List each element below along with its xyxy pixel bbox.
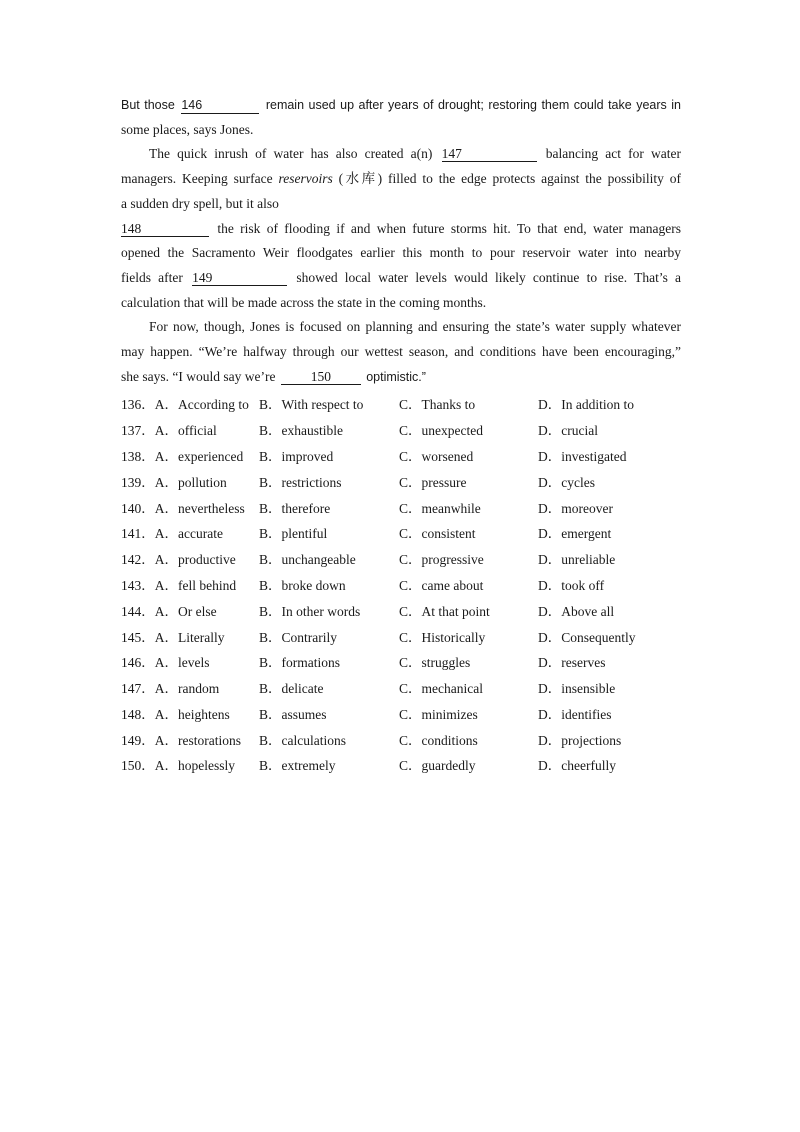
passage-line bbox=[121, 142, 681, 167]
option-b: B．In other words bbox=[259, 603, 361, 619]
option-a: 144．A．Or else bbox=[121, 603, 217, 619]
italic-term: reservoirs bbox=[278, 171, 333, 187]
option-b: B．Contrarily bbox=[259, 629, 337, 645]
option-c: C．guardedly bbox=[399, 758, 476, 774]
blank-148: 148 bbox=[121, 221, 209, 237]
option-b: B．With respect to bbox=[259, 397, 364, 413]
passage-line: some places, says Jones. bbox=[121, 121, 254, 137]
question-row bbox=[121, 416, 681, 442]
option-b: B．delicate bbox=[259, 681, 324, 697]
option-d: D．crucial bbox=[538, 423, 598, 439]
option-a: 136．A．According to bbox=[121, 397, 249, 413]
option-d: D．moreover bbox=[538, 500, 613, 516]
question-row bbox=[121, 752, 681, 778]
option-d: D．Above all bbox=[538, 603, 615, 619]
option-a: 145．A．Literally bbox=[121, 629, 225, 645]
option-a: 143．A．fell behind bbox=[121, 577, 237, 593]
option-d: D．emergent bbox=[538, 526, 612, 542]
question-row bbox=[121, 390, 681, 416]
option-c: C．meanwhile bbox=[399, 500, 481, 516]
option-b: B．calculations bbox=[259, 732, 346, 748]
blank-150: 150 bbox=[281, 369, 361, 385]
options-table bbox=[121, 390, 681, 777]
option-c: C．struggles bbox=[399, 655, 471, 671]
question-row bbox=[121, 623, 681, 649]
option-c: C．unexpected bbox=[399, 423, 483, 439]
option-a: 150．A．hopelessly bbox=[121, 758, 235, 774]
text: But those bbox=[121, 98, 175, 112]
option-c: C．Thanks to bbox=[399, 397, 476, 413]
option-d: D．unreliable bbox=[538, 552, 616, 568]
option-a: 140．A．nevertheless bbox=[121, 500, 245, 516]
option-a: 149．A．restorations bbox=[121, 732, 241, 748]
option-d: D．In addition to bbox=[538, 397, 634, 413]
option-c: C．worsened bbox=[399, 448, 474, 464]
option-d: D．cycles bbox=[538, 474, 595, 490]
option-b: B．extremely bbox=[259, 758, 336, 774]
option-b: B．plentiful bbox=[259, 526, 328, 542]
question-row bbox=[121, 726, 681, 752]
blank-146: 146 bbox=[181, 98, 259, 114]
question-row bbox=[121, 519, 681, 545]
option-d: D．took off bbox=[538, 577, 605, 593]
question-row bbox=[121, 700, 681, 726]
text: she says. “I would say we’re bbox=[121, 368, 276, 384]
text: The quick inrush of water has also created a(n) bbox=[149, 146, 433, 162]
question-row bbox=[121, 648, 681, 674]
passage-line bbox=[121, 93, 681, 118]
option-c: C．pressure bbox=[399, 474, 467, 490]
option-a: 142．A．productive bbox=[121, 552, 236, 568]
option-c: C．consistent bbox=[399, 526, 476, 542]
option-b: B．formations bbox=[259, 655, 340, 671]
passage-line: calculation that will be made across the state in the coming months. bbox=[121, 294, 487, 310]
option-b: B．restrictions bbox=[259, 474, 342, 490]
option-a: 137．A．official bbox=[121, 423, 217, 439]
option-c: C．progressive bbox=[399, 552, 484, 568]
option-d: D．insensible bbox=[538, 681, 616, 697]
option-b: B．broke down bbox=[259, 577, 346, 593]
option-d: D．investigated bbox=[538, 448, 627, 464]
option-a: 147．A．random bbox=[121, 681, 220, 697]
blank-147: 147 bbox=[442, 146, 537, 162]
option-b: B．unchangeable bbox=[259, 552, 356, 568]
option-c: C．At that point bbox=[399, 603, 490, 619]
question-row bbox=[121, 442, 681, 468]
option-d: D．cheerfully bbox=[538, 758, 616, 774]
text: fields after bbox=[121, 269, 183, 285]
text: remain used up after years of drought; restoring them could take years in bbox=[265, 98, 681, 112]
text: optimistic.” bbox=[366, 369, 426, 384]
question-row bbox=[121, 545, 681, 571]
option-c: C．minimizes bbox=[399, 706, 478, 722]
option-b: B．improved bbox=[259, 448, 334, 464]
text: managers. Keeping surface bbox=[121, 171, 273, 187]
passage-line bbox=[121, 167, 681, 192]
passage-line: opened the Sacramento Weir floodgates earlier this month to pour reservoir water into nearby bbox=[121, 245, 681, 261]
question-row bbox=[121, 674, 681, 700]
option-d: D．reserves bbox=[538, 655, 606, 671]
text: the risk of flooding if and when future storms hit. To that end, water managers bbox=[217, 220, 681, 236]
question-row bbox=[121, 571, 681, 597]
text: filled to the edge protects against the possibility of bbox=[388, 171, 682, 187]
text: balancing act for water bbox=[545, 146, 682, 162]
passage-line bbox=[121, 365, 681, 390]
option-b: B．therefore bbox=[259, 500, 331, 516]
option-b: B．exhaustible bbox=[259, 423, 343, 439]
passage-line: may happen. “We’re halfway through our wettest season, and conditions have been encouraging,” bbox=[121, 344, 681, 360]
option-a: 138．A．experienced bbox=[121, 448, 244, 464]
question-row bbox=[121, 468, 681, 494]
chinese-gloss: (水库) bbox=[338, 171, 383, 187]
passage-line bbox=[121, 217, 681, 242]
option-a: 139．A．pollution bbox=[121, 474, 227, 490]
text: showed local water levels would likely continue to rise. That’s a bbox=[296, 269, 682, 285]
option-c: C．Historically bbox=[399, 629, 486, 645]
passage-line: a sudden dry spell, but it also bbox=[121, 195, 279, 211]
option-d: D．identifies bbox=[538, 706, 612, 722]
option-d: D．Consequently bbox=[538, 629, 636, 645]
option-c: C．mechanical bbox=[399, 681, 483, 697]
question-row bbox=[121, 494, 681, 520]
option-c: C．conditions bbox=[399, 732, 478, 748]
option-c: C．came about bbox=[399, 577, 484, 593]
option-a: 141．A．accurate bbox=[121, 526, 223, 542]
blank-149: 149 bbox=[192, 270, 287, 286]
option-b: B．assumes bbox=[259, 706, 327, 722]
passage-line bbox=[121, 266, 681, 291]
passage-line: For now, though, Jones is focused on planning and ensuring the state’s water supply whatever bbox=[149, 319, 681, 335]
question-row bbox=[121, 597, 681, 623]
option-a: 146．A．levels bbox=[121, 655, 210, 671]
document-page bbox=[121, 93, 681, 777]
option-d: D．projections bbox=[538, 732, 622, 748]
option-a: 148．A．heightens bbox=[121, 706, 230, 722]
